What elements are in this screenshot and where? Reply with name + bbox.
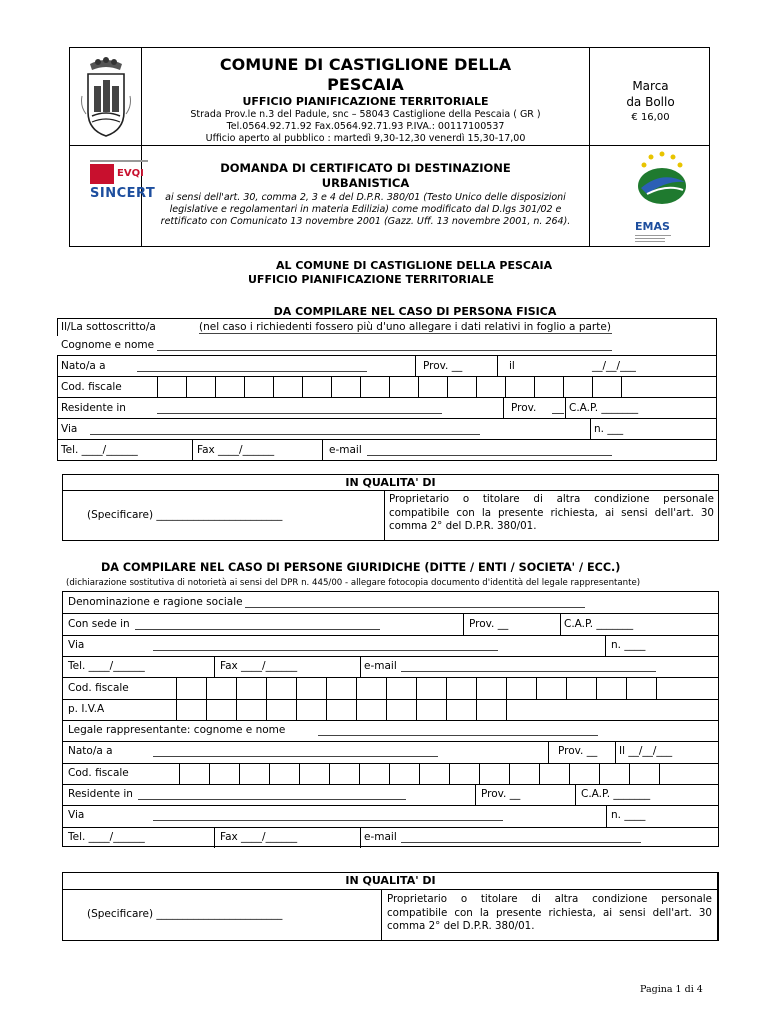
email-label: e-mail	[329, 444, 362, 456]
marca-amount: € 16,00	[631, 112, 670, 123]
fax-legale-input[interactable]: Fax ____/______	[220, 831, 298, 843]
contacts-line: Tel.0564.92.71.92 Fax.0564.92.71.93 P.IVA.: 00117100537	[226, 121, 505, 132]
emas-logo	[627, 148, 697, 238]
via-label: Via	[61, 423, 78, 435]
sede-input[interactable]	[135, 629, 380, 630]
nato-giur-input[interactable]	[153, 756, 438, 757]
header-table	[69, 47, 710, 247]
doc-title-line2: URBANISTICA	[321, 176, 410, 190]
doc-title-line1: DOMANDA DI CERTIFICATO DI DESTINAZIONE	[220, 161, 511, 175]
tel-input[interactable]: Tel. ____/______	[61, 444, 138, 456]
cod-fiscale-giur-label: Cod. fiscale	[68, 682, 129, 694]
qualita-text-1: Proprietario o titolare di altra condizione personale compatibile con la presente richiesta, ai sensi dell'art. 30 comma 2° del D.P.R. 380/01.	[389, 493, 714, 532]
residente-prov-label: Prov.	[511, 402, 537, 414]
cognome-input[interactable]	[157, 350, 612, 351]
sincert-logo-top: EVQI	[117, 168, 144, 179]
sede-cap-input[interactable]: C.A.P. _______	[564, 618, 634, 630]
email-legale-input[interactable]	[401, 842, 641, 843]
fax-input[interactable]: Fax ____/______	[197, 444, 275, 456]
sede-prov-input[interactable]: Prov. __	[469, 618, 509, 630]
via-number-input[interactable]: n. ___	[594, 423, 624, 435]
nato-prov-label: Prov. __	[423, 360, 463, 372]
via-legale-input[interactable]	[153, 820, 503, 821]
qualita-heading-2: IN QUALITA' DI	[345, 874, 436, 887]
denominazione-label: Denominazione e ragione sociale	[68, 596, 243, 608]
nato-label: Nato/a a	[61, 360, 106, 372]
residente-giur-input[interactable]	[138, 799, 406, 800]
recipient-line2: UFFICIO PIANIFICAZIONE TERRITORIALE	[248, 273, 495, 286]
cognome-label: Cognome e nome	[61, 339, 155, 351]
via-legale-label: Via	[68, 809, 85, 821]
marca-da-bollo	[590, 78, 711, 126]
via-giur-input[interactable]	[153, 650, 498, 651]
office-name: UFFICIO PIANIFICAZIONE TERRITORIALE	[242, 95, 489, 108]
nato-input[interactable]	[137, 371, 367, 372]
legal-reference	[142, 192, 589, 228]
qualita-text-2: Proprietario o titolare di altra condizione personale compatibile con la presente richiesta, ai sensi dell'art. 30 comma 2° del D.P.R. 380/01.	[387, 893, 712, 932]
document-title	[142, 161, 589, 191]
hours-line: Ufficio aperto al pubblico : martedì 9,30-12,30 venerdì 15,30-17,00	[205, 133, 526, 144]
piva-label: p. I.V.A	[68, 703, 105, 715]
persona-fisica-table	[57, 318, 717, 461]
municipal-crest-icon	[80, 56, 132, 138]
specificare-input-1[interactable]: (Specificare) ________________________	[87, 509, 283, 521]
sede-label: Con sede in	[68, 618, 130, 630]
via-giur-number-input[interactable]: n. ____	[611, 639, 646, 651]
qualita-heading-1: IN QUALITA' DI	[345, 476, 436, 489]
specificare-input-2[interactable]: (Specificare) ________________________	[87, 908, 283, 920]
marca-line2: da Bollo	[626, 95, 675, 109]
persona-fisica-heading: DA COMPILARE NEL CASO DI PERSONA FISICA	[273, 305, 557, 318]
residente-giur-prov-input[interactable]: Prov. __	[481, 788, 521, 800]
piva-cells[interactable]	[176, 699, 506, 720]
municipality-title	[142, 55, 589, 95]
via-giur-label: Via	[68, 639, 85, 651]
residente-label: Residente in	[61, 402, 126, 414]
legale-label: Legale rappresentante: cognome e nome	[68, 724, 286, 736]
marca-line1: Marca	[632, 79, 669, 93]
tel-giur-input[interactable]: Tel. ____/______	[68, 660, 145, 672]
cod-fiscale-giur-cells[interactable]	[176, 677, 666, 699]
cod-fiscale-cells[interactable]	[157, 377, 627, 398]
qualita-box-2	[62, 872, 719, 941]
fax-giur-input[interactable]: Fax ____/______	[220, 660, 298, 672]
persone-giuridiche-table	[62, 591, 719, 847]
qualita-box-1	[62, 474, 719, 541]
title-line1: COMUNE DI CASTIGLIONE DELLA	[219, 55, 512, 74]
page-number: Pagina 1 di 4	[640, 984, 703, 995]
nato-giur-label: Nato/a a	[68, 745, 113, 757]
legal-line2: legislative e regolamentari in materia Edilizia) come modificato dal D.lgs 301/02 e	[169, 204, 562, 215]
cod-fiscale-legale-cells[interactable]	[179, 763, 669, 784]
note-underline	[199, 333, 612, 334]
sottoscritto-label: Il/La sottoscritto/a	[61, 321, 156, 333]
residente-input[interactable]	[157, 413, 442, 414]
email-legale-label: e-mail	[364, 831, 397, 843]
address-line: Strada Prov.le n.3 del Padule, snc – 58043 Castiglione della Pescaia ( GR )	[190, 109, 541, 120]
persone-giuridiche-heading: DA COMPILARE NEL CASO DI PERSONE GIURIDICHE (DITTE / ENTI / SOCIETA' / ECC.)	[101, 561, 621, 574]
email-giur-input[interactable]	[401, 671, 656, 672]
title-line2: PESCAIA	[327, 75, 404, 94]
nato-giur-date-input[interactable]: Il __/__/___	[619, 745, 673, 757]
cod-fiscale-legale-label: Cod. fiscale	[68, 767, 129, 779]
residente-giur-label: Residente in	[68, 788, 133, 800]
tel-legale-input[interactable]: Tel. ____/______	[68, 831, 145, 843]
email-input[interactable]	[367, 455, 612, 456]
via-input[interactable]	[90, 434, 480, 435]
sincert-logo-text: SINCERT	[90, 186, 156, 201]
recipient-line1: AL COMUNE DI CASTIGLIONE DELLA PESCAIA	[276, 259, 553, 272]
legale-input[interactable]	[318, 735, 598, 736]
nato-date-input[interactable]: __/__/___	[592, 360, 636, 372]
residente-cap-label[interactable]: C.A.P. _______	[569, 402, 639, 414]
persone-giuridiche-note: (dichiarazione sostitutiva di notorietà ai sensi del DPR n. 445/00 - allegare fotocopia documento d'identità del legale rappresentante)	[66, 578, 641, 588]
sottoscritto-note: (nel caso i richiedenti fossero più d'uno allegare i dati relativi in foglio a parte)	[199, 321, 611, 333]
denominazione-input[interactable]	[245, 607, 585, 608]
residente-prov-input[interactable]	[552, 413, 564, 414]
legal-line1: ai sensi dell'art. 30, comma 2, 3 e 4 del D.P.R. 380/01 (Testo Unico delle disposizioni	[165, 192, 566, 203]
nato-giur-prov-input[interactable]: Prov. __	[558, 745, 598, 757]
emas-logo-text: EMAS	[635, 220, 670, 233]
nato-il-label: il	[509, 360, 515, 372]
cod-fiscale-label: Cod. fiscale	[61, 381, 122, 393]
residente-giur-cap-input[interactable]: C.A.P. _______	[581, 788, 651, 800]
via-legale-number-input[interactable]: n. ____	[611, 809, 646, 821]
recipient	[248, 259, 552, 287]
legal-line3: rettificato con Comunicato 13 novembre 2001 (Gazz. Uff. 13 novembre 2001, n. 264).	[160, 216, 571, 227]
email-giur-label: e-mail	[364, 660, 397, 672]
